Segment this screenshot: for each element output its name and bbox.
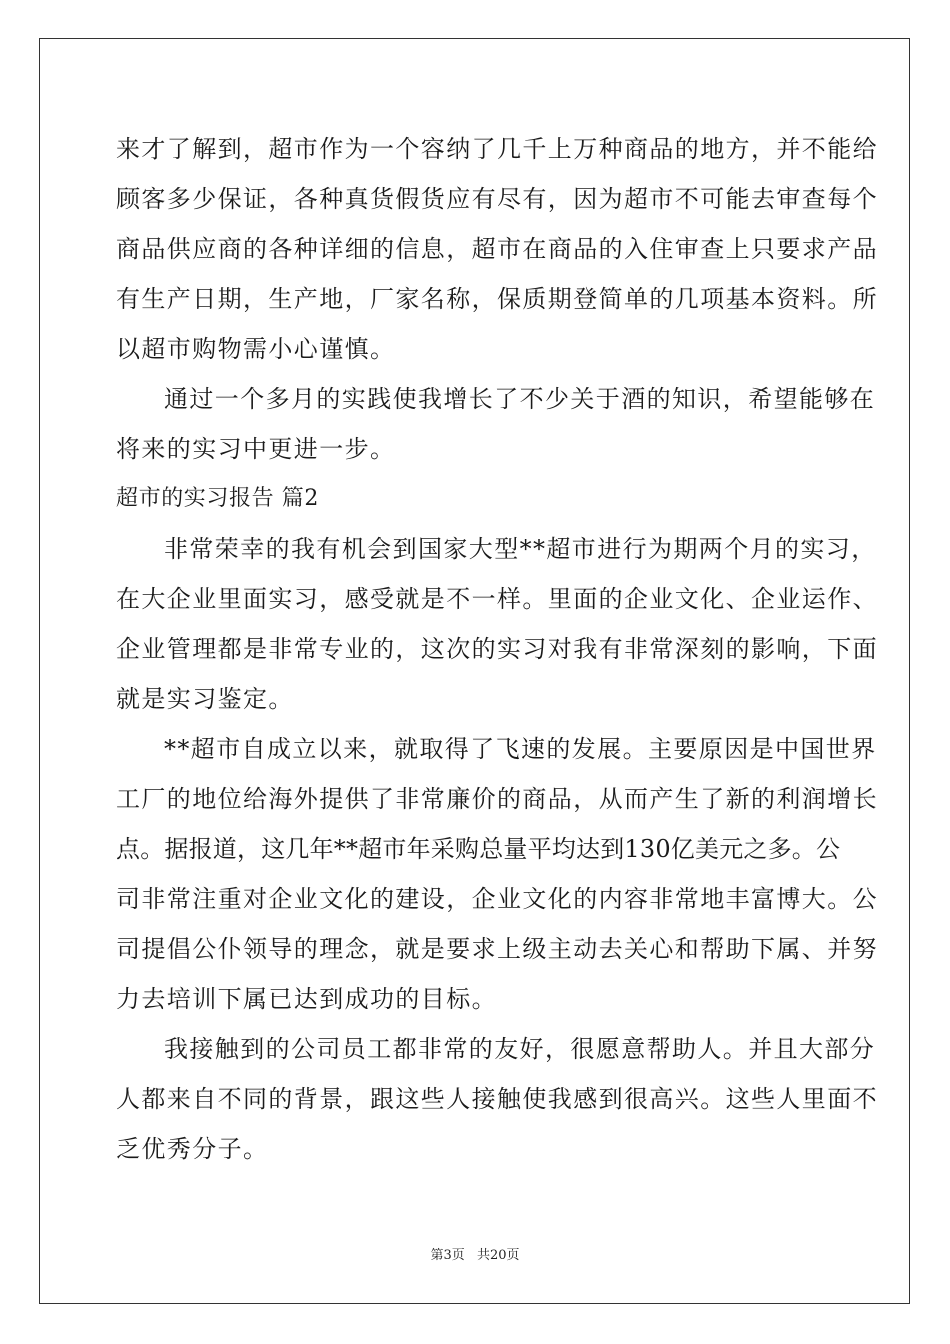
paragraph-line: **超市自成立以来，就取得了飞速的发展。主要原因是中国世界	[164, 735, 877, 763]
paragraph-line: 力去培训下属已达到成功的目标。	[116, 985, 497, 1013]
paragraph-line: 商品供应商的各种详细的信息，超市在商品的入住审查上只要求产品	[116, 235, 878, 263]
paragraph-line: 工厂的地位给海外提供了非常廉价的商品，从而产生了新的利润增长	[116, 785, 878, 813]
paragraph-line: 人都来自不同的背景，跟这些人接触使我感到很高兴。这些人里面不	[116, 1085, 878, 1113]
section-heading: 超市的实习报告 篇2	[116, 486, 319, 511]
paragraph-line: 我接触到的公司员工都非常的友好，很愿意帮助人。并且大部分	[164, 1035, 876, 1063]
paragraph-line: 将来的实习中更进一步。	[116, 435, 396, 463]
paragraph-line: 以超市购物需小心谨慎。	[116, 335, 396, 363]
paragraph-line: 企业管理都是非常专业的，这次的实习对我有非常深刻的影响，下面	[116, 635, 878, 663]
paragraph-line: 就是实习鉴定。	[116, 685, 294, 713]
paragraph-line: 乏优秀分子。	[116, 1135, 269, 1163]
paragraph-line: 司提倡公仆领导的理念，就是要求上级主动去关心和帮助下属、并努	[116, 935, 878, 963]
paragraph-line: 在大企业里面实习，感受就是不一样。里面的企业文化、企业运作、	[116, 585, 878, 613]
paragraph-line: 非常荣幸的我有机会到国家大型**超市进行为期两个月的实习，	[164, 535, 877, 563]
page-total: 共20页	[476, 1248, 520, 1263]
paragraph-line: 司非常注重对企业文化的建设，企业文化的内容非常地丰富博大。公	[116, 885, 878, 913]
document-body	[116, 124, 878, 1174]
paragraph-line: 有生产日期，生产地，厂家名称，保质期登简单的几项基本资料。所	[116, 285, 878, 313]
page-footer	[0, 1244, 950, 1263]
page-number: 第3页	[430, 1248, 465, 1263]
paragraph-line: 顾客多少保证，各种真货假货应有尽有，因为超市不可能去审查每个	[116, 185, 878, 213]
paragraph-line: 点。据报道，这几年**超市年采购总量平均达到130亿美元之多。公	[116, 835, 841, 863]
paragraph-line: 来才了解到，超市作为一个容纳了几千上万种商品的地方，并不能给	[116, 135, 878, 163]
paragraph-line: 通过一个多月的实践使我增长了不少关于酒的知识，希望能够在	[164, 385, 876, 413]
